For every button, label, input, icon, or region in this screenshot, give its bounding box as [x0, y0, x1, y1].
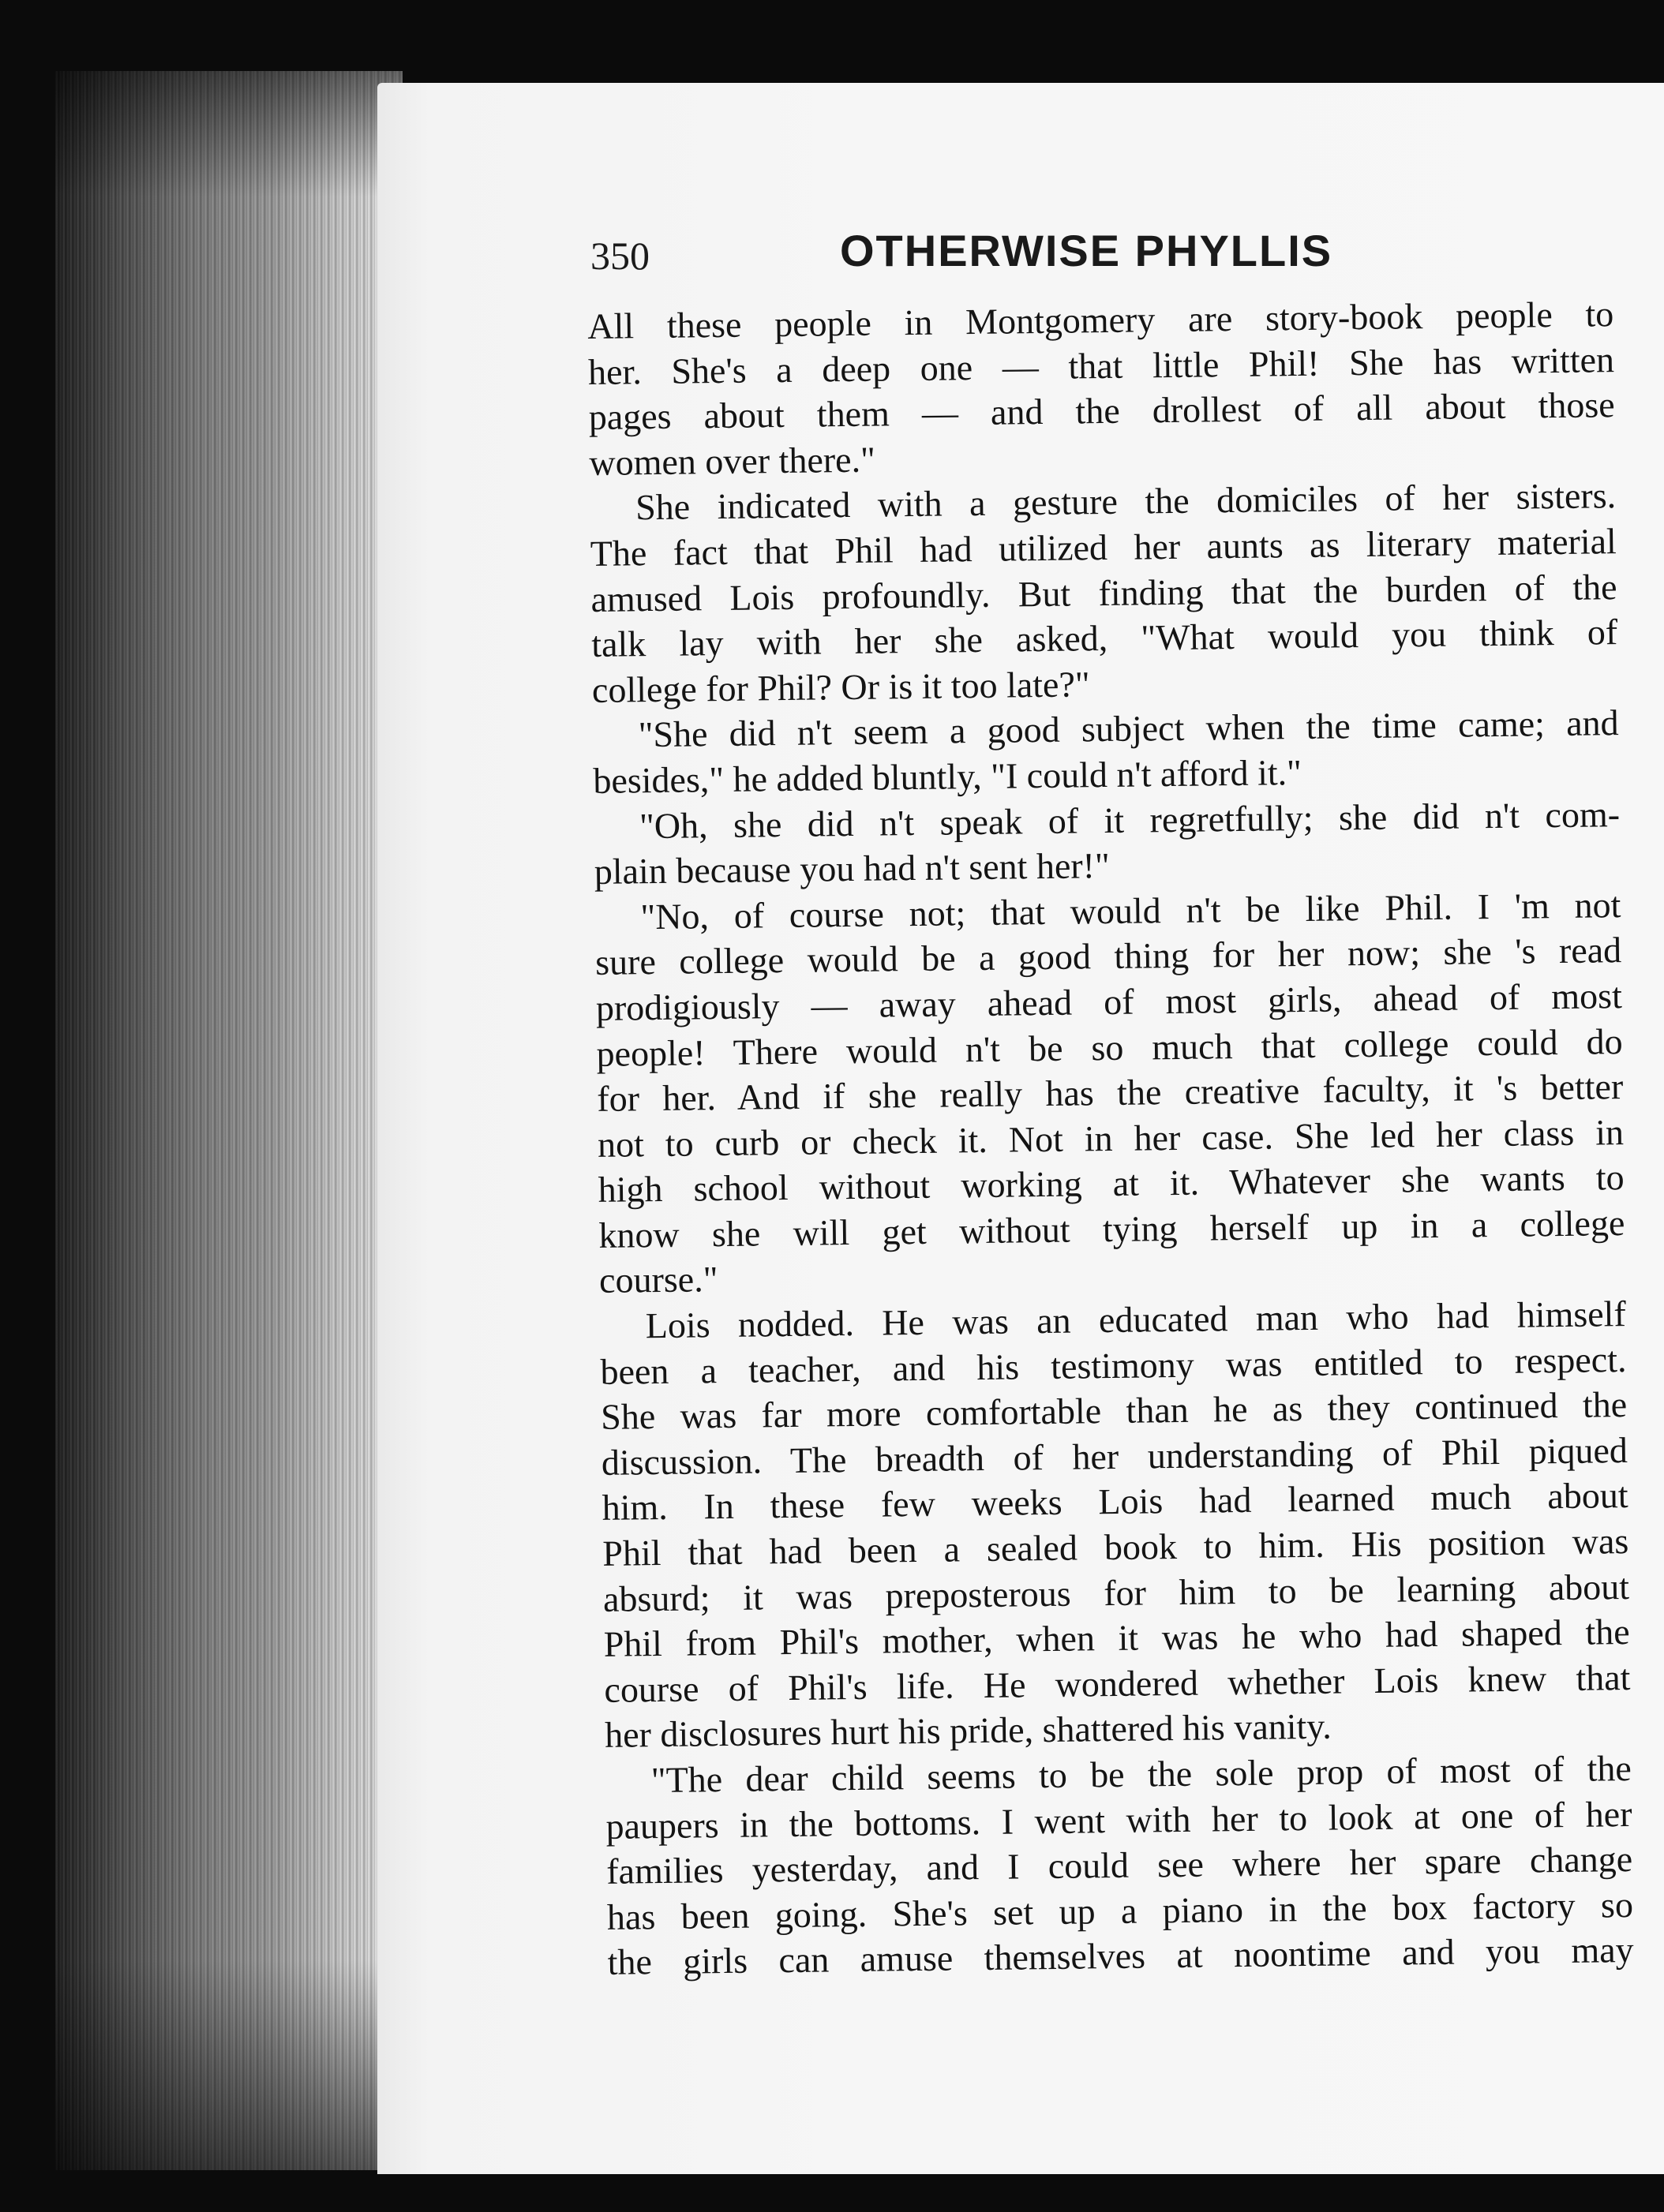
page-edges	[55, 71, 403, 2170]
text-line: not to curb or check it. Not in her case. She led her class in	[597, 1111, 1625, 1165]
text-line: plain because you had n't sent her!"	[594, 845, 1111, 893]
page-number: 350	[590, 234, 650, 278]
text-line: All these people in Montgomery are story-book people to	[587, 294, 1614, 346]
text-line: the girls can amuse themselves at noontime and you may	[607, 1929, 1634, 1983]
text-line: Phil that had been a sealed book to him. His position was	[602, 1521, 1629, 1574]
body-text	[587, 291, 1634, 1986]
text-line: She was far more comfortable than he as they continued the	[600, 1384, 1628, 1438]
text-line: her disclosures hurt his pride, shattered his vanity.	[604, 1706, 1332, 1756]
text-line: talk lay with her she asked, "What would you think of	[590, 612, 1618, 665]
text-line: amused Lois profoundly. But finding that the burden of the	[590, 566, 1617, 619]
text-line: "The dear child seems to be the sole prop of most of the	[650, 1747, 1632, 1801]
text-line: has been going. She's set up a piano in the box factory so	[606, 1884, 1634, 1937]
text-line: The fact that Phil had utilized her aunts as literary material	[590, 521, 1617, 574]
text-line: besides," he added bluntly, "I could n't afford it."	[593, 751, 1302, 801]
text-line: "She did n't seem a good subject when the time came; and	[638, 702, 1619, 755]
text-line: high school without working at it. Whatever she wants to	[598, 1157, 1625, 1211]
text-line: know she will get without tying herself up in a college	[598, 1202, 1625, 1256]
text-line: paupers in the bottoms. I went with her to look at one of her	[605, 1793, 1632, 1847]
book-title: OTHERWISE PHYLLIS	[840, 226, 1333, 275]
text-line: him. In these few weeks Lois had learned much about	[602, 1475, 1628, 1529]
text-line: for her. And if she really has the creative faculty, it 's better	[596, 1066, 1624, 1120]
text-line: "No, of course not; that would n't be like Phil. I 'm not	[640, 884, 1621, 937]
text-line: been a teacher, and his testimony was entitled to respect.	[600, 1338, 1627, 1392]
text-line: her. She's a deep one — that little Phil! She has written	[587, 339, 1615, 392]
text-line: pages about them — and the drollest of all about those	[588, 384, 1615, 438]
running-head	[590, 225, 1617, 288]
text-line: families yesterday, and I could see where her spare change	[605, 1839, 1633, 1892]
text-line: prodigiously — away ahead of most girls, ahead of most	[595, 975, 1623, 1028]
text-line: course."	[598, 1259, 718, 1301]
text-line: absurd; it was preposterous for him to be learning about	[602, 1566, 1630, 1619]
text-line: college for Phil? Or is it too late?"	[591, 664, 1090, 710]
text-line: Phil from Phil's mother, when it was he who had shaped the	[603, 1611, 1630, 1665]
text-line: course of Phil's life. He wondered whether Lois knew that	[604, 1656, 1631, 1710]
text-line: She indicated with a gesture the domiciles of her sisters.	[635, 475, 1617, 528]
text-line: sure college would be a good thing for her now; she 's read	[594, 930, 1622, 983]
text-line: discussion. The breadth of her understanding of Phil piqued	[601, 1429, 1628, 1483]
text-line: women over there."	[589, 439, 876, 483]
text-line: "Oh, she did n't speak of it regretfully; she did n't com-	[639, 793, 1621, 846]
text-line: Lois nodded. He was an educated man who had himself	[645, 1293, 1627, 1346]
text-line: people! There would n't be so much that college could do	[596, 1020, 1623, 1074]
